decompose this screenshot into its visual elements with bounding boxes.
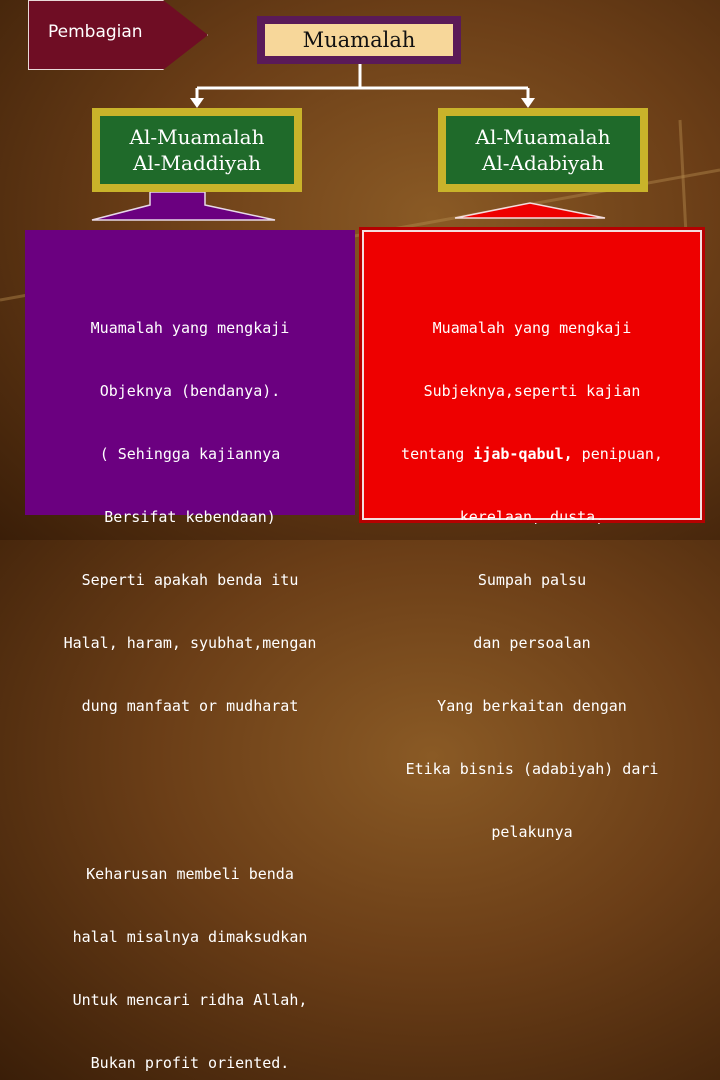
- desc-line: Bukan profit oriented.: [90, 1054, 290, 1072]
- desc-line-ijab-qabul: tentang ijab-qabul, penipuan,: [401, 445, 663, 463]
- desc-line: halal misalnya dimaksudkan: [72, 928, 308, 946]
- desc-line: Sumpah palsu: [477, 571, 587, 589]
- root-node-muamalah: [257, 16, 461, 64]
- left-panel-pointer: [92, 192, 275, 220]
- root-node-label: Muamalah: [265, 24, 453, 56]
- desc-line: Etika bisnis (adabiyah) dari: [405, 760, 659, 778]
- desc-line: ( Sehingga kajiannya: [99, 445, 281, 463]
- branch-adabiyah-line1: Al-Muamalah: [475, 125, 611, 149]
- desc-line: Keharusan membeli benda: [86, 865, 294, 883]
- maddiyah-para2: [25, 822, 355, 1080]
- desc-line: Muamalah yang mengkaji: [432, 319, 632, 337]
- desc-line: dan persoalan: [473, 634, 591, 652]
- desc-line: Objeknya (bendanya).: [99, 382, 281, 400]
- desc-line: Untuk mencari ridha Allah,: [72, 991, 308, 1009]
- pembagian-label: Pembagian: [48, 22, 143, 42]
- ijab-qabul-term: ijab-qabul,: [473, 445, 573, 463]
- branch-adabiyah-line2: Al-Adabiyah: [481, 151, 605, 175]
- branch-node-maddiyah: [92, 108, 302, 192]
- desc-line: Subjeknya,seperti kajian: [423, 382, 641, 400]
- desc-line: Seperti apakah benda itu: [81, 571, 299, 589]
- desc-line: kerelaan, dusta,: [459, 508, 605, 526]
- desc-line: dung manfaat or mudharat: [81, 697, 299, 715]
- desc-line: Muamalah yang mengkaji: [90, 319, 290, 337]
- desc-line: Bersifat kebendaan): [104, 508, 276, 526]
- adabiyah-description-panel: [362, 230, 702, 841]
- desc-line: pelakunya: [491, 823, 573, 841]
- branch-maddiyah-line2: Al-Maddiyah: [132, 151, 262, 175]
- branch-maddiyah-line1: Al-Muamalah: [129, 125, 265, 149]
- maddiyah-description-panel: [25, 230, 355, 1072]
- right-panel-pointer: [455, 203, 605, 218]
- desc-line: Yang berkaitan dengan: [437, 697, 627, 715]
- desc-line: Halal, haram, syubhat,mengan: [63, 634, 317, 652]
- maddiyah-para1: [25, 276, 355, 759]
- branch-node-adabiyah: [438, 108, 648, 192]
